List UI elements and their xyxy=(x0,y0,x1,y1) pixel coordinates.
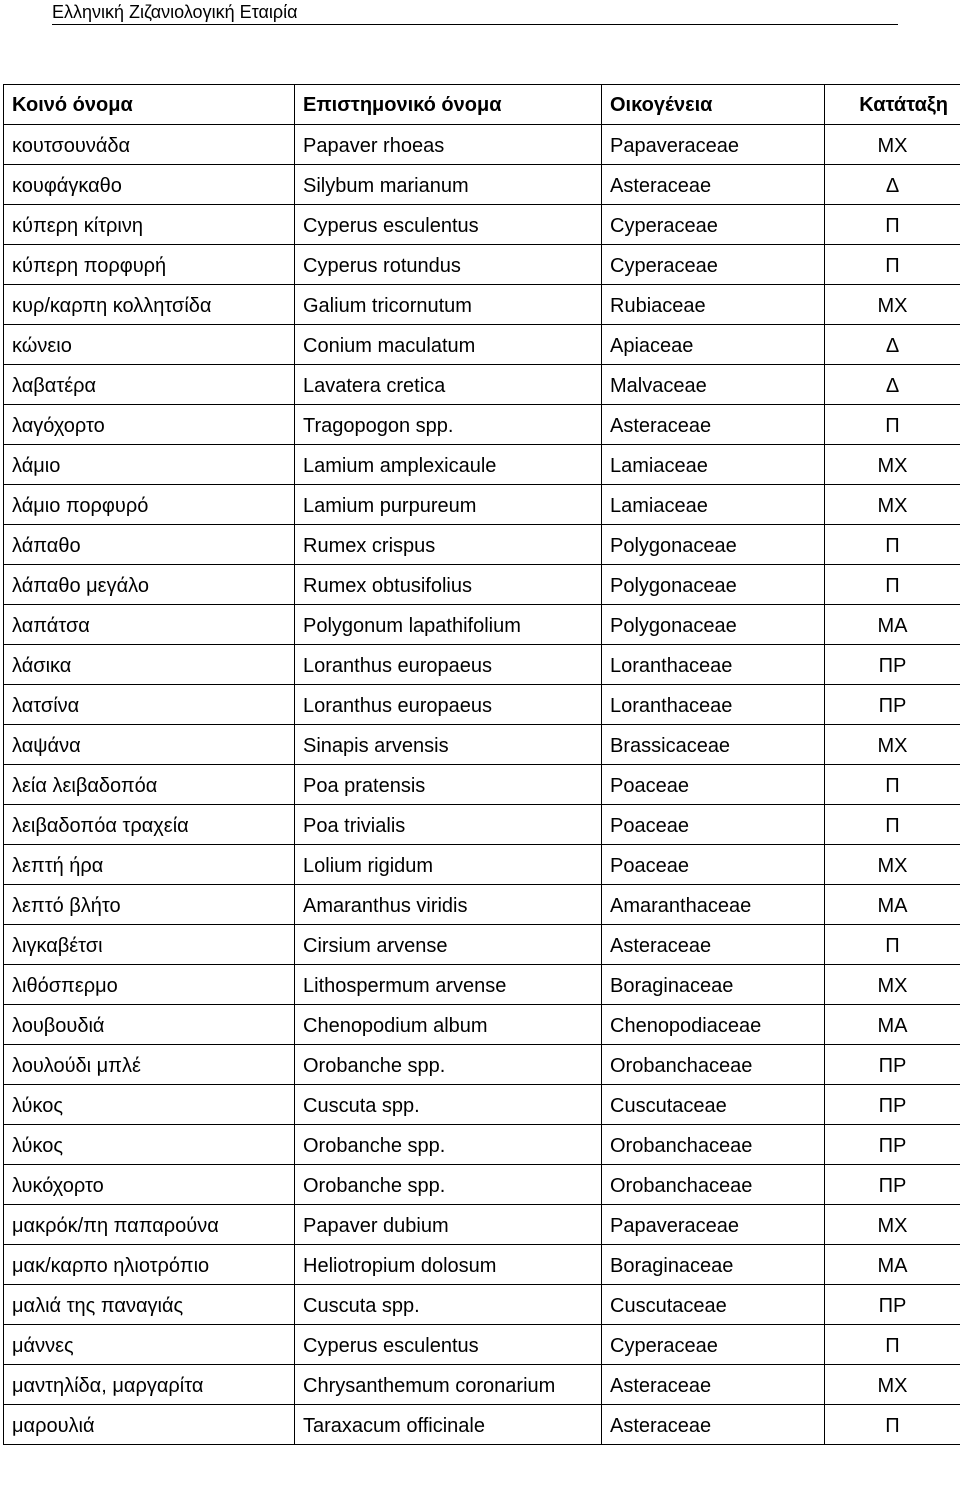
table-row xyxy=(4,205,960,245)
table-row xyxy=(4,365,960,405)
family-cell: Poaceae xyxy=(602,805,825,845)
common-name-cell: μακρόκ/πη παπαρούνα xyxy=(4,1205,295,1245)
common-name-cell: μάννες xyxy=(4,1325,295,1365)
family-cell: Polygonaceae xyxy=(602,525,825,565)
common-name-cell: λουλούδι μπλέ xyxy=(4,1045,295,1085)
scientific-name-cell: Papaver dubium xyxy=(295,1205,602,1245)
scientific-name-cell: Poa trivialis xyxy=(295,805,602,845)
table-row xyxy=(4,565,960,605)
family-cell: Asteraceae xyxy=(602,165,825,205)
family-cell: Polygonaceae xyxy=(602,605,825,645)
table-header-row xyxy=(4,85,960,125)
scientific-name-cell: Orobanche spp. xyxy=(295,1165,602,1205)
scientific-name-cell: Cyperus esculentus xyxy=(295,205,602,245)
family-cell: Boraginaceae xyxy=(602,1245,825,1285)
classification-cell: ΜΑ xyxy=(825,1245,960,1285)
scientific-name-cell: Chrysanthemum coronarium xyxy=(295,1365,602,1405)
family-cell: Papaveraceae xyxy=(602,125,825,165)
classification-cell: Π xyxy=(825,765,960,805)
common-name-cell: λαγόχορτο xyxy=(4,405,295,445)
scientific-name-cell: Poa pratensis xyxy=(295,765,602,805)
scientific-name-cell: Galium tricornutum xyxy=(295,285,602,325)
scientific-name-cell: Chenopodium album xyxy=(295,1005,602,1045)
column-header-family: Οικογένεια xyxy=(602,85,825,125)
family-cell: Cyperaceae xyxy=(602,205,825,245)
common-name-cell: λυκόχορτο xyxy=(4,1165,295,1205)
common-name-cell: κυρ/καρπη κολλητσίδα xyxy=(4,285,295,325)
table-row xyxy=(4,805,960,845)
family-cell: Cyperaceae xyxy=(602,1325,825,1365)
classification-cell: Π xyxy=(825,565,960,605)
family-cell: Cuscutaceae xyxy=(602,1285,825,1325)
table-row xyxy=(4,1285,960,1325)
table-row xyxy=(4,485,960,525)
family-cell: Brassicaceae xyxy=(602,725,825,765)
classification-cell: Π xyxy=(825,925,960,965)
classification-cell: ΜΧ xyxy=(825,285,960,325)
classification-cell: ΠΡ xyxy=(825,645,960,685)
common-name-cell: μαρουλιά xyxy=(4,1405,295,1445)
common-name-cell: λάπαθο μεγάλο xyxy=(4,565,295,605)
common-name-cell: λάπαθο xyxy=(4,525,295,565)
family-cell: Rubiaceae xyxy=(602,285,825,325)
classification-cell: Π xyxy=(825,1325,960,1365)
family-cell: Amaranthaceae xyxy=(602,885,825,925)
family-cell: Loranthaceae xyxy=(602,685,825,725)
scientific-name-cell: Lithospermum arvense xyxy=(295,965,602,1005)
family-cell: Apiaceae xyxy=(602,325,825,365)
family-cell: Orobanchaceae xyxy=(602,1045,825,1085)
common-name-cell: λαπάτσα xyxy=(4,605,295,645)
classification-cell: Δ xyxy=(825,365,960,405)
classification-cell: ΠΡ xyxy=(825,1165,960,1205)
classification-cell: Π xyxy=(825,405,960,445)
family-cell: Lamiaceae xyxy=(602,445,825,485)
scientific-name-cell: Loranthus europaeus xyxy=(295,685,602,725)
classification-cell: ΠΡ xyxy=(825,1125,960,1165)
scientific-name-cell: Lamium purpureum xyxy=(295,485,602,525)
family-cell: Cyperaceae xyxy=(602,245,825,285)
family-cell: Orobanchaceae xyxy=(602,1165,825,1205)
classification-cell: ΠΡ xyxy=(825,1085,960,1125)
table-row xyxy=(4,1325,960,1365)
table-row xyxy=(4,1205,960,1245)
family-cell: Loranthaceae xyxy=(602,645,825,685)
scientific-name-cell: Papaver rhoeas xyxy=(295,125,602,165)
scientific-name-cell: Conium maculatum xyxy=(295,325,602,365)
table-row xyxy=(4,1085,960,1125)
common-name-cell: λιγκαβέτσι xyxy=(4,925,295,965)
table-row xyxy=(4,1245,960,1285)
family-cell: Papaveraceae xyxy=(602,1205,825,1245)
classification-cell: ΜΧ xyxy=(825,725,960,765)
common-name-cell: λιθόσπερμο xyxy=(4,965,295,1005)
common-name-cell: λεπτό βλήτο xyxy=(4,885,295,925)
classification-cell: Δ xyxy=(825,325,960,365)
classification-cell: ΠΡ xyxy=(825,685,960,725)
table-row xyxy=(4,925,960,965)
table-row xyxy=(4,1405,960,1445)
common-name-cell: μαντηλίδα, μαργαρίτα xyxy=(4,1365,295,1405)
family-cell: Asteraceae xyxy=(602,1365,825,1405)
table-row xyxy=(4,965,960,1005)
scientific-name-cell: Heliotropium dolosum xyxy=(295,1245,602,1285)
classification-cell: ΜΧ xyxy=(825,445,960,485)
scientific-name-cell: Polygonum lapathifolium xyxy=(295,605,602,645)
scientific-name-cell: Amaranthus viridis xyxy=(295,885,602,925)
scientific-name-cell: Cyperus esculentus xyxy=(295,1325,602,1365)
table-row xyxy=(4,285,960,325)
table-row xyxy=(4,165,960,205)
table-row xyxy=(4,685,960,725)
scientific-name-cell: Cuscuta spp. xyxy=(295,1285,602,1325)
common-name-cell: λύκος xyxy=(4,1125,295,1165)
classification-cell: Π xyxy=(825,1405,960,1445)
scientific-name-cell: Taraxacum officinale xyxy=(295,1405,602,1445)
common-name-cell: λεία λειβαδοπόα xyxy=(4,765,295,805)
family-cell: Cuscutaceae xyxy=(602,1085,825,1125)
family-cell: Asteraceae xyxy=(602,1405,825,1445)
scientific-name-cell: Loranthus europaeus xyxy=(295,645,602,685)
common-name-cell: μακ/καρπο ηλιοτρόπιο xyxy=(4,1245,295,1285)
common-name-cell: λύκος xyxy=(4,1085,295,1125)
table-row xyxy=(4,765,960,805)
scientific-name-cell: Cuscuta spp. xyxy=(295,1085,602,1125)
family-cell: Polygonaceae xyxy=(602,565,825,605)
common-name-cell: κύπερη κίτρινη xyxy=(4,205,295,245)
common-name-cell: μαλιά της παναγιάς xyxy=(4,1285,295,1325)
table-row xyxy=(4,725,960,765)
family-cell: Asteraceae xyxy=(602,925,825,965)
family-cell: Boraginaceae xyxy=(602,965,825,1005)
column-header-common-name: Κοινό όνομα xyxy=(4,85,295,125)
scientific-name-cell: Rumex obtusifolius xyxy=(295,565,602,605)
scientific-name-cell: Lavatera cretica xyxy=(295,365,602,405)
family-cell: Poaceae xyxy=(602,845,825,885)
family-cell: Malvaceae xyxy=(602,365,825,405)
table-row xyxy=(4,445,960,485)
common-name-cell: λειβαδοπόα τραχεία xyxy=(4,805,295,845)
common-name-cell: λάμιο πορφυρό xyxy=(4,485,295,525)
classification-cell: ΜΑ xyxy=(825,885,960,925)
classification-cell: ΠΡ xyxy=(825,1285,960,1325)
table-row xyxy=(4,1365,960,1405)
scientific-name-cell: Tragopogon spp. xyxy=(295,405,602,445)
table-row xyxy=(4,405,960,445)
table-row xyxy=(4,845,960,885)
table-row xyxy=(4,1045,960,1085)
scientific-name-cell: Cyperus rotundus xyxy=(295,245,602,285)
classification-cell: ΜΧ xyxy=(825,1365,960,1405)
classification-cell: ΜΧ xyxy=(825,485,960,525)
classification-cell: ΜΧ xyxy=(825,1205,960,1245)
table-row xyxy=(4,645,960,685)
scientific-name-cell: Lolium rigidum xyxy=(295,845,602,885)
scientific-name-cell: Silybum marianum xyxy=(295,165,602,205)
common-name-cell: λαβατέρα xyxy=(4,365,295,405)
classification-cell: Π xyxy=(825,245,960,285)
classification-cell: ΠΡ xyxy=(825,1045,960,1085)
society-name: Ελληνική Ζιζανιολογική Εταιρία xyxy=(52,2,298,22)
scientific-name-cell: Sinapis arvensis xyxy=(295,725,602,765)
table-row xyxy=(4,885,960,925)
classification-cell: ΜΧ xyxy=(825,845,960,885)
common-name-cell: κώνειο xyxy=(4,325,295,365)
table-row xyxy=(4,1125,960,1165)
weed-species-table xyxy=(3,84,960,1445)
family-cell: Orobanchaceae xyxy=(602,1125,825,1165)
classification-cell: Π xyxy=(825,525,960,565)
common-name-cell: λαψάνα xyxy=(4,725,295,765)
classification-cell: Π xyxy=(825,205,960,245)
common-name-cell: λουβουδιά xyxy=(4,1005,295,1045)
family-cell: Asteraceae xyxy=(602,405,825,445)
common-name-cell: λάσικα xyxy=(4,645,295,685)
table-row xyxy=(4,1165,960,1205)
table-row xyxy=(4,605,960,645)
table-row xyxy=(4,525,960,565)
classification-cell: Π xyxy=(825,805,960,845)
scientific-name-cell: Orobanche spp. xyxy=(295,1125,602,1165)
classification-cell: Δ xyxy=(825,165,960,205)
family-cell: Poaceae xyxy=(602,765,825,805)
common-name-cell: λεπτή ήρα xyxy=(4,845,295,885)
classification-cell: ΜΑ xyxy=(825,605,960,645)
column-header-classification: Κατάταξη xyxy=(825,85,960,125)
table-row xyxy=(4,325,960,365)
common-name-cell: λατσίνα xyxy=(4,685,295,725)
common-name-cell: κουφάγκαθο xyxy=(4,165,295,205)
classification-cell: ΜΧ xyxy=(825,965,960,1005)
table-row xyxy=(4,1005,960,1045)
table-row xyxy=(4,245,960,285)
common-name-cell: λάμιο xyxy=(4,445,295,485)
common-name-cell: κύπερη πορφυρή xyxy=(4,245,295,285)
table-row xyxy=(4,125,960,165)
family-cell: Chenopodiaceae xyxy=(602,1005,825,1045)
table-body xyxy=(4,125,960,1445)
scientific-name-cell: Lamium amplexicaule xyxy=(295,445,602,485)
scientific-name-cell: Orobanche spp. xyxy=(295,1045,602,1085)
scientific-name-cell: Cirsium arvense xyxy=(295,925,602,965)
page-header xyxy=(52,0,898,25)
classification-cell: ΜΑ xyxy=(825,1005,960,1045)
classification-cell: ΜΧ xyxy=(825,125,960,165)
column-header-scientific-name: Επιστημονικό όνομα xyxy=(295,85,602,125)
common-name-cell: κουτσουνάδα xyxy=(4,125,295,165)
family-cell: Lamiaceae xyxy=(602,485,825,525)
scientific-name-cell: Rumex crispus xyxy=(295,525,602,565)
